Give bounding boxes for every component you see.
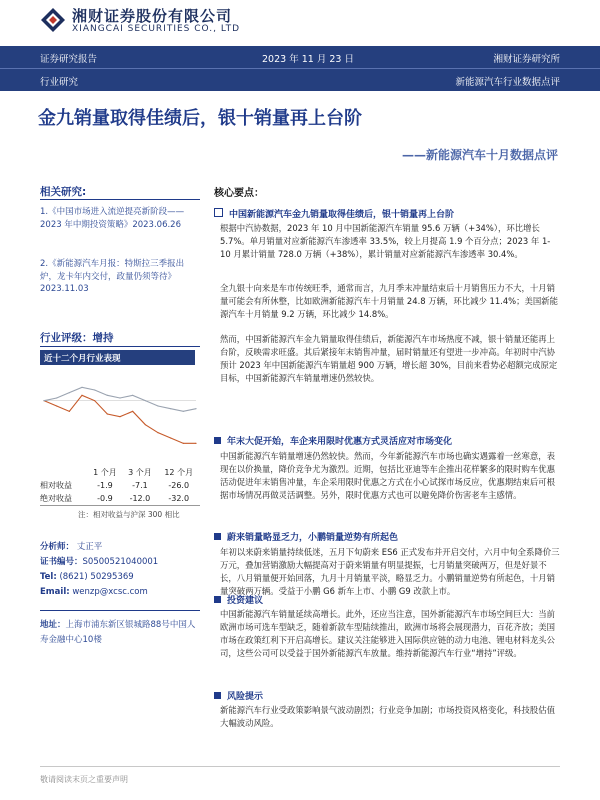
chart-point: [43, 400, 44, 401]
table-cell: -1.9: [97, 481, 113, 490]
chart-series-line-1: [44, 395, 196, 443]
row-label: 绝对收益: [40, 494, 72, 503]
chart-point: [157, 432, 158, 433]
chart-point: [195, 443, 196, 444]
table-row: [40, 492, 200, 505]
paragraph: 然而，中国新能源汽车金九销量取得佳绩后，新能源汽车市场热度不减，银十销量还能再上台阶，反映需求旺盛。其后紧接年末销售冲量，届时销量还有望进一步冲高。年初时中汽协预计 2023 年中国新能源汽车销量超 900 万辆，增长超 30%，目前来看势必超额完成原定目标，中国新能源汽车销量增速仍然较快。: [220, 334, 558, 383]
table-header-row: [40, 466, 200, 479]
chart-point: [170, 437, 171, 438]
table-cell: -12.0: [129, 494, 151, 503]
analyst-label: 分析师：: [40, 542, 75, 552]
performance-chart: [40, 368, 200, 460]
chart-point: [170, 408, 171, 409]
perf-note: 注：相对收益与沪深 300 相比: [78, 510, 180, 519]
section-heading-text: 蔚来销量略显乏力，小鹏销量逆势有所起色: [227, 533, 399, 543]
divider: [40, 610, 200, 611]
chart-title-text: 近十二个月行业表现: [44, 354, 121, 364]
email-label: Email:: [40, 587, 70, 597]
paragraph: 新能源汽车行业受政策影响景气波动剧烈；行业竞争加剧；市场投资风格变化，科技股估值大幅波动风险。: [220, 705, 555, 728]
address-block: [40, 618, 200, 648]
divider: [40, 199, 200, 200]
header-band-1: [0, 46, 600, 68]
cert-number: S0500521040001: [82, 557, 159, 567]
chart-point: [94, 389, 95, 390]
report-title: 金九销量取得佳绩后，银十销量再上台阶: [38, 108, 362, 129]
chart-point: [145, 424, 146, 425]
square-icon: [214, 533, 221, 540]
footer-disclaimer[interactable]: 敬请阅读末页之重要声明: [40, 775, 128, 784]
square-icon: [214, 692, 221, 699]
address-label: 地址：: [40, 620, 66, 630]
chart-point: [119, 416, 120, 417]
section-heading-text: 风险提示: [227, 692, 264, 702]
performance-table: [40, 466, 200, 505]
chart-series-line-2: [44, 387, 196, 411]
table-cell: -0.9: [97, 494, 113, 503]
section-heading: [214, 530, 398, 543]
related-heading: 相关研究:: [40, 186, 87, 198]
company-name-cn: 湘财证券股份有限公司: [72, 7, 233, 25]
chart-point: [145, 400, 146, 401]
chart-point: [132, 411, 133, 412]
table-row: [40, 479, 200, 492]
header-band-2: [0, 68, 600, 91]
checkbox-square-icon: [214, 208, 223, 217]
footer-divider: [40, 766, 560, 767]
related-item[interactable]: 1.《中国市场进入流逆提亮新阶段——2023 年中期投资策略》2023.06.26: [40, 207, 185, 230]
report-date: 2023 年 11 月 23 日: [262, 54, 354, 65]
table-cell: -7.1: [132, 481, 148, 490]
table-cell: -32.0: [168, 494, 190, 503]
chart-point: [183, 443, 184, 444]
tel-label: Tel:: [40, 572, 57, 582]
paragraph: 中国新能源汽车销量增速仍然较快。然而，今年新能源汽车市场也确实遇露着一丝寒意，表现在以价换量，降价竞争尤为激烈。近期，包括比亚迪等车企推出花样繁多的限时购车优惠活动促进年末销售冲量，车企采用限时优惠之方式在小心试探市场反应，优惠期结束后可根据市场情况再做灵活调整。另外，限时优惠方式也可以避免降价伤害老车主感情。: [220, 451, 555, 500]
section-heading: [214, 207, 454, 220]
report-subtitle: ——新能源汽车十月数据点评: [401, 148, 558, 162]
chart-point: [107, 395, 108, 396]
table-header-cell: 1 个月: [93, 468, 117, 477]
chart-point: [195, 408, 196, 409]
chart-point: [81, 387, 82, 388]
report-type: 证券研究报告: [40, 54, 98, 65]
analyst-name: 丈正平: [76, 542, 103, 552]
key-points-heading: 核心要点：: [214, 188, 264, 199]
table-cell: -26.0: [168, 481, 190, 490]
report-series: 新能源汽车行业数据点评: [455, 77, 560, 88]
row-label: 相对收益: [40, 481, 72, 490]
section-heading: [214, 593, 263, 606]
section-heading-text: 年末大促开始，车企来用限时优惠方式灵活应对市场变化: [227, 437, 453, 447]
divider: [40, 346, 200, 347]
section-heading: [214, 434, 452, 447]
chart-point: [56, 405, 57, 406]
table-header-cell: 3 个月: [128, 468, 152, 477]
paragraph: 年初以来蔚来销量持续低迷，五月下旬蔚来 ES6 正式发布并开启交付，六月中旬全系降价三万元，叠加营销激励大幅提高对于蔚来销量有明显提振，七月销量突破两万，但是好景不长，八月销量便开始回落，九月十月销量平淡，略显乏力。小鹏销量逆势有所起色，十月销量突破两万辆。受益于小鹏 G6 新车上市、小鹏 G9 改款上市。: [220, 547, 560, 596]
paragraph: 中国新能源汽车销量延续高增长。此外，还应当注意，国外新能源汽车市场空间巨大：当前欧洲市场可选车型缺乏，随着新款车型陆续推出，欧洲市场将会展现潜力，百花齐放；美国市场在政策红利下开启高增长。建议关注能够进入国际供应链的动力电池、锂电材料龙头公司，这些公司可以受益于国外新能源汽车放量。维持新能源汽车行业“增持”评级。: [220, 609, 555, 658]
email-address[interactable]: wenzp@xcsc.com: [72, 587, 148, 597]
company-logo: [40, 7, 66, 33]
industry-rating: 行业评级：增持: [40, 332, 114, 344]
chart-point: [69, 392, 70, 393]
address-text: 上海市浦东新区银城路88号中国人寿金融中心10楼: [40, 620, 196, 645]
square-icon: [214, 437, 221, 444]
chart-point: [157, 405, 158, 406]
table-header-cell: [40, 466, 87, 479]
analyst-block: [40, 540, 200, 600]
chart-point: [183, 411, 184, 412]
company-name-en: XIANGCAI SECURITIES CO., LTD: [72, 24, 241, 34]
chart-point: [107, 413, 108, 414]
report-category: 行业研究: [40, 77, 79, 88]
cert-label: 证书编号：: [40, 557, 83, 567]
tel-number: (8621) 50295369: [59, 572, 134, 582]
section-heading-text: 中国新能源汽车金九销量取得佳绩后，银十销量再上台阶: [229, 210, 455, 220]
table-header-cell: 12 个月: [164, 468, 194, 477]
paragraph: 根据中汽协数据，2023 年 10 月中国新能源汽车销量 95.6 万辆（+34%），环比增长 5.7%。单月销量对应新能源汽车渗透率 33.5%，较上月提高 1.9 个百分点；2023 年 1-10 月累计销量 728.0 万辆（+38%），累计销量对应新能源汽车渗透率 30.4%。: [220, 223, 551, 259]
section-heading-text: 投资建议: [227, 596, 264, 606]
chart-title: [40, 350, 195, 365]
chart-point: [81, 395, 82, 396]
divider: [40, 505, 200, 506]
chart-point: [132, 395, 133, 396]
paragraph: 全九银十向来是车市传统旺季，通常而言，九月季末冲量结束后十月销售压力不大，十月销量可能会有所休整，比如欧洲新能源汽车十月销量 24.8 万辆，环比减少 11.4%；美国新能源汽车十月销量 9.2 万辆，环比减少 14.8%。: [220, 283, 558, 319]
chart-point: [94, 400, 95, 401]
square-icon: [214, 596, 221, 603]
research-institute: 湘财证券研究所: [493, 54, 560, 65]
section-heading: [214, 689, 263, 702]
chart-point: [69, 411, 70, 412]
chart-point: [119, 397, 120, 398]
related-item[interactable]: 2.《新能源汽车月报：特斯拉三季报出炉，龙卡年内交付，政量仍须等待》2023.11.03: [40, 259, 185, 294]
chart-point: [56, 397, 57, 398]
